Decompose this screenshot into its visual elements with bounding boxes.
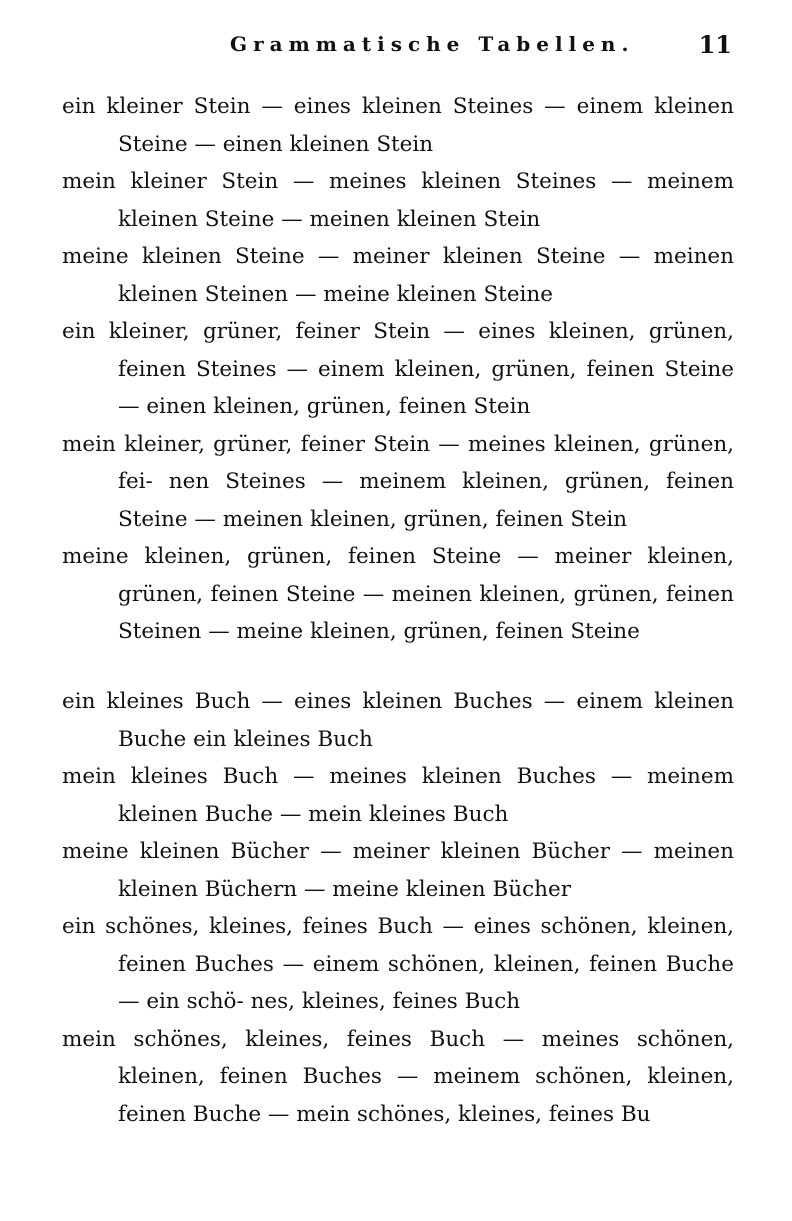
declension-block-stein — [62, 88, 734, 651]
declension-entry: mein kleiner, grüner, feiner Stein — meines kleinen, grünen, fei- nen Steines — meinem kleinen, grünen, feinen Steine — meinen kleinen, grünen, feinen Stein — [62, 431, 734, 532]
page-number: 11 — [698, 30, 732, 59]
declension-entry: mein kleiner Stein — meines kleinen Steines — meinem kleinen Steine — meinen kleinen Stein — [62, 169, 734, 232]
declension-entry: ein kleines Buch — eines kleinen Buches — einem kleinen Buche ein kleines Buch — [62, 689, 734, 752]
page-header — [60, 30, 732, 70]
declension-entry: mein kleines Buch — meines kleinen Buches — meinem kleinen Buche — mein kleines Buch — [62, 764, 734, 827]
declension-entry: ein kleiner Stein — eines kleinen Steines — einem kleinen Steine — einen kleinen Stein — [62, 94, 734, 157]
declension-entry: meine kleinen Steine — meiner kleinen Steine — meinen kleinen Steinen — meine kleinen Steine — [62, 244, 734, 307]
running-title: Grammatische Tabellen. — [230, 32, 635, 56]
declension-entry: meine kleinen Bücher — meiner kleinen Bücher — meinen kleinen Büchern — meine kleinen Bücher — [62, 839, 734, 902]
declension-entry: ein schönes, kleines, feines Buch — eines schönen, kleinen, feinen Buches — einem schönen, kleinen, feinen Buche — ein schö- nes, kleines, feines Buch — [62, 914, 734, 1014]
declension-entry: meine kleinen, grünen, feinen Steine — meiner kleinen, grünen, feinen Steine — meinen kleinen, grünen, feinen Steinen — meine kleinen, grünen, feinen Steine — [62, 544, 734, 644]
declension-entry: ein kleiner, grüner, feiner Stein — eines kleinen, grünen, feinen Steines — einem kleinen, grünen, feinen Steine — einen kleinen, grünen, feinen Stein — [62, 319, 734, 419]
declension-entry: mein schönes, kleines, feines Buch — meines schönen, kleinen, feinen Buches — meinem schönen, kleinen, feinen Buche — mein schönes, kleines, feines Bu — [62, 1026, 734, 1127]
declension-block-buch — [62, 683, 734, 1133]
